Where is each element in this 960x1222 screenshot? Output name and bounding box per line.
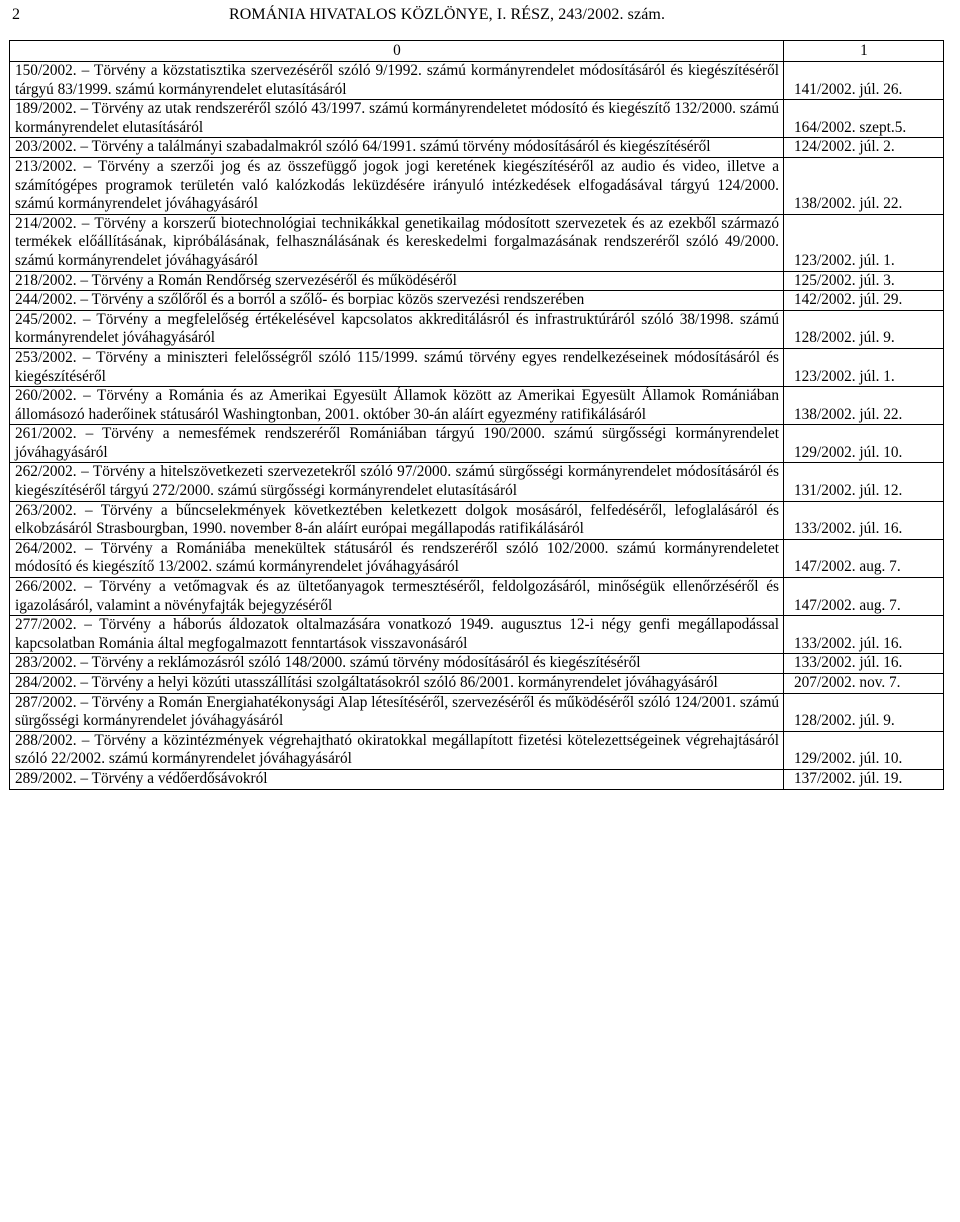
gazette-issue-cell: 124/2002. júl. 2. (784, 138, 944, 158)
act-title-cell: 266/2002. – Törvény a vetőmagvak és az ültetőanyagok termesztéséről, feldolgozásáról, minőségük ellenőrzéséről és igazolásáról, valamint a növényfajták bejegyzéséről (10, 578, 784, 616)
table-row (10, 348, 944, 386)
act-title-cell: 189/2002. – Törvény az utak rendszeréről szóló 43/1997. számú kormányrendeletet módosító és kiegészítő 132/2000. számú kormányrendelet elutasításáról (10, 100, 784, 138)
table-row (10, 100, 944, 138)
table-row (10, 271, 944, 291)
act-title-cell: 287/2002. – Törvény a Román Energiahatékonysági Alap létesítéséről, szervezéséről és működéséről szóló 124/2001. számú sürgősségi kormányrendelet jóváhagyásáról (10, 693, 784, 731)
gazette-issue-cell: 123/2002. júl. 1. (784, 348, 944, 386)
table-row (10, 214, 944, 271)
gazette-issue-cell: 129/2002. júl. 10. (784, 731, 944, 769)
gazette-issue-cell: 142/2002. júl. 29. (784, 291, 944, 311)
gazette-issue-cell: 164/2002. szept.5. (784, 100, 944, 138)
table-row (10, 578, 944, 616)
column-header-text: 0 (10, 41, 784, 62)
act-title-cell: 289/2002. – Törvény a védőerdősávokról (10, 769, 784, 789)
gazette-issue-cell: 123/2002. júl. 1. (784, 214, 944, 271)
gazette-issue-cell: 133/2002. júl. 16. (784, 616, 944, 654)
table-row (10, 138, 944, 158)
act-title-cell: 213/2002. – Törvény a szerzői jog és az összefüggő jogok jogi keretének kiegészítéséről az audio és video, illetve a számítógépes programok területén való kalózkodás leküzdésére irányuló intézkedések elfogadásával tárgyú 124/2000. számú kormányrendelet jóváhagyásáról (10, 157, 784, 214)
gazette-issue-cell: 141/2002. júl. 26. (784, 62, 944, 100)
table-row (10, 291, 944, 311)
gazette-issue-cell: 138/2002. júl. 22. (784, 157, 944, 214)
act-title-cell: 244/2002. – Törvény a szőlőről és a borról a szőlő- és borpiac közös szervezési rendszerében (10, 291, 784, 311)
gazette-title: ROMÁNIA HIVATALOS KÖZLÖNYE, I. RÉSZ, 243/2002. szám. (229, 6, 666, 23)
gazette-issue-cell: 125/2002. júl. 3. (784, 271, 944, 291)
table-row (10, 501, 944, 539)
act-title-cell: 264/2002. – Törvény a Romániába menekültek státusáról és rendszeréről szóló 102/2000. számú kormányrendeletet módosító és kiegészítő 13/2002. számú kormányrendelet jóváhagyásáról (10, 539, 784, 577)
table-row (10, 616, 944, 654)
table-row (10, 463, 944, 501)
gazette-issue-cell: 207/2002. nov. 7. (784, 674, 944, 694)
act-title-cell: 261/2002. – Törvény a nemesfémek rendszeréről Romániában tárgyú 190/2000. számú sürgősségi kormányrendelet jóváhagyásáról (10, 425, 784, 463)
table-row (10, 425, 944, 463)
acts-table (9, 40, 944, 790)
table-row (10, 693, 944, 731)
act-title-cell: 260/2002. – Törvény a Románia és az Amerikai Egyesült Államok között az Amerikai Egyesült Államok Romániában állomásozó haderőinek státusáról Washingtonban, 2001. október 30-án aláírt egyezmény ratifikálásáról (10, 387, 784, 425)
acts-table-body (10, 62, 944, 790)
gazette-issue-cell: 129/2002. júl. 10. (784, 425, 944, 463)
gazette-issue-cell: 131/2002. júl. 12. (784, 463, 944, 501)
gazette-issue-cell: 133/2002. júl. 16. (784, 654, 944, 674)
act-title-cell: 263/2002. – Törvény a bűncselekmények következtében keletkezett dolgok mosásáról, felfedéséről, lefoglalásáról és elkobzásáról Strasbourgban, 1990. november 8-án aláírt európai megállapodás ratifikálásáról (10, 501, 784, 539)
table-row (10, 310, 944, 348)
page-number: 2 (12, 6, 20, 23)
act-title-cell: 245/2002. – Törvény a megfelelőség értékelésével kapcsolatos akkreditálásról és infrastruktúráról szóló 38/1998. számú kormányrendelet jóváhagyásáról (10, 310, 784, 348)
act-title-cell: 277/2002. – Törvény a háborús áldozatok oltalmazására vonatkozó 1949. augusztus 12-i négy genfi megállapodással kapcsolatban Románia által megfogalmazott fenntartások visszavonásáról (10, 616, 784, 654)
act-title-cell: 214/2002. – Törvény a korszerű biotechnológiai technikákkal genetikailag módosított szervezetek és az ezekből származó termékek előállításának, kipróbálásának, felhasználásának és kereskedelmi forgalmazásának rendszeréről szóló 49/2000. számú kormányrendelet jóváhagyásáról (10, 214, 784, 271)
table-row (10, 769, 944, 789)
gazette-issue-cell: 138/2002. júl. 22. (784, 387, 944, 425)
gazette-issue-cell: 147/2002. aug. 7. (784, 578, 944, 616)
gazette-issue-cell: 147/2002. aug. 7. (784, 539, 944, 577)
table-row (10, 157, 944, 214)
act-title-cell: 218/2002. – Törvény a Román Rendőrség szervezéséről és működéséről (10, 271, 784, 291)
act-title-cell: 283/2002. – Törvény a reklámozásról szóló 148/2000. számú törvény módosításáról és kiegészítéséről (10, 654, 784, 674)
page-header (12, 5, 812, 29)
act-title-cell: 203/2002. – Törvény a találmányi szabadalmakról szóló 64/1991. számú törvény módosításáról és kiegészítéséről (10, 138, 784, 158)
table-row (10, 654, 944, 674)
gazette-issue-cell: 128/2002. júl. 9. (784, 310, 944, 348)
gazette-issue-cell: 133/2002. júl. 16. (784, 501, 944, 539)
table-row (10, 539, 944, 577)
table-row (10, 62, 944, 100)
table-header-row (10, 41, 944, 62)
column-header-ref: 1 (784, 41, 944, 62)
act-title-cell: 288/2002. – Törvény a közintézmények végrehajtható okiratokkal megállapított fizetési kötelezettségeinek végrehajtásáról szóló 22/2002. számú kormányrendelet jóváhagyásáról (10, 731, 784, 769)
table-row (10, 731, 944, 769)
act-title-cell: 284/2002. – Törvény a helyi közúti utasszállítási szolgáltatásokról szóló 86/2001. kormányrendelet jóváhagyásáról (10, 674, 784, 694)
act-title-cell: 253/2002. – Törvény a miniszteri felelősségről szóló 115/1999. számú törvény egyes rendelkezéseinek módosításáról és kiegészítéséről (10, 348, 784, 386)
gazette-issue-cell: 128/2002. júl. 9. (784, 693, 944, 731)
table-row (10, 387, 944, 425)
table-row (10, 674, 944, 694)
act-title-cell: 262/2002. – Törvény a hitelszövetkezeti szervezetekről szóló 97/2000. számú sürgősségi kormányrendelet módosításáról és kiegészítéséről tárgyú 272/2000. számú sürgősségi kormányrendelet elutasításáról (10, 463, 784, 501)
act-title-cell: 150/2002. – Törvény a közstatisztika szervezéséről szóló 9/1992. számú kormányrendelet módosításáról és kiegészítéséről tárgyú 83/1999. számú kormányrendelet elutasításáról (10, 62, 784, 100)
gazette-issue-cell: 137/2002. júl. 19. (784, 769, 944, 789)
